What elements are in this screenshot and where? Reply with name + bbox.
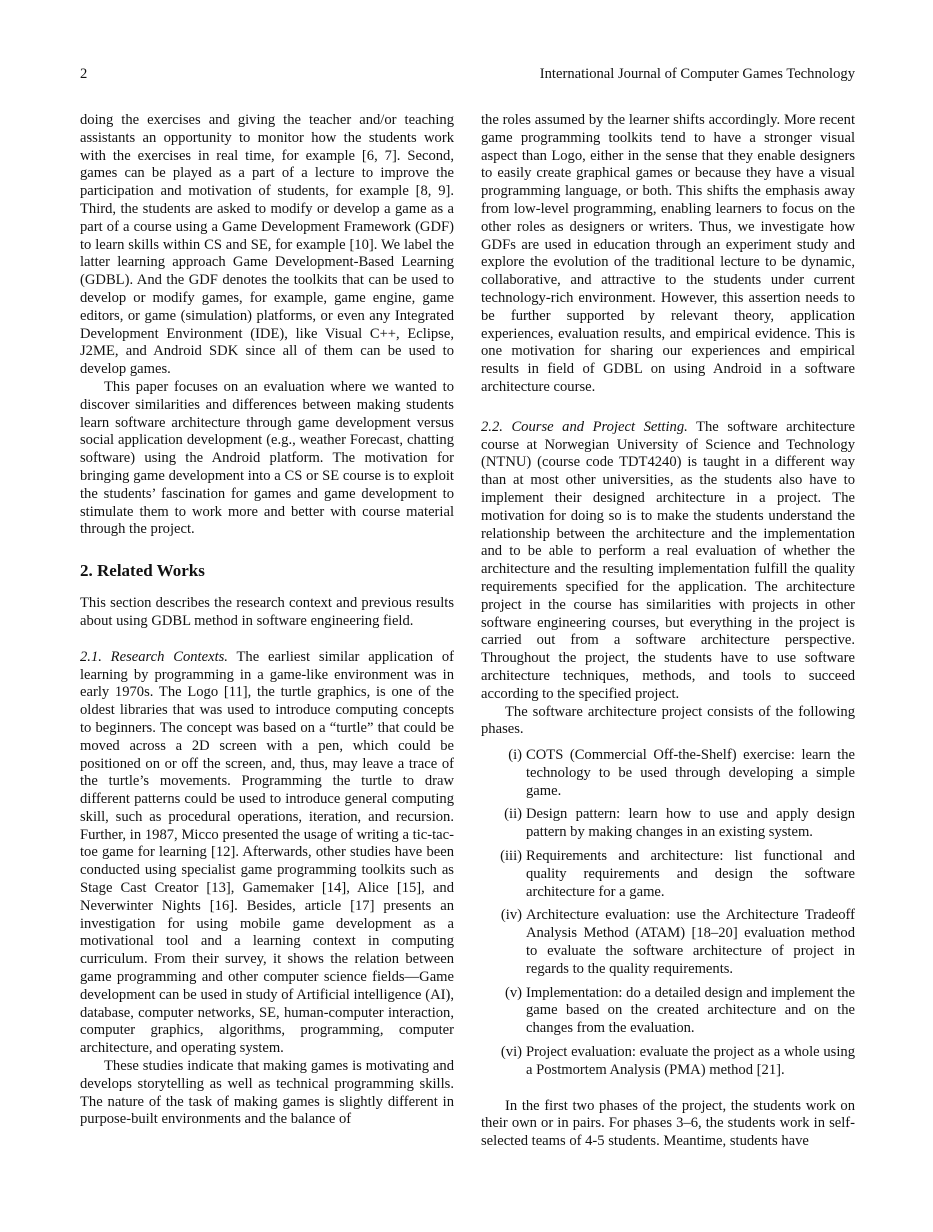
paragraph: the roles assumed by the learner shifts accordingly. More recent game programming toolkits tend to have a stronger visual aspect than Logo, either in the sense that they enable designers to easily create graphical games or because they have a visual programming language, or both. This shifts the emphasis away from low-level programming, enabling learners to focus on the other roles as designers or writers. Thus, we investigate how GDFs are used in education through an experiment study and explore the evolution of the traditional lecture to be dynamic, collaborative, and attractive to the students under current technology-rich environment. However, this assertion needs to be further supported by relevant theory, application experiences, evaluation results, and empirical evidence. This is one motivation for sharing our experiences and empirical results in field of GDBL on using Android in a software architecture course.: [481, 112, 855, 395]
list-text: COTS (Commercial Off-the-Shelf) exercise: learn the technology to be used through developing a simple game.: [526, 747, 855, 799]
list-text: Architecture evaluation: use the Architecture Tradeoff Analysis Method (ATAM) [18–20] evaluation method to evaluate the software architecture of project in regards to the quality requirements.: [526, 907, 855, 977]
list-number: (vi): [500, 1044, 522, 1061]
right-column: [481, 112, 855, 1151]
journal-title: International Journal of Computer Games Technology: [539, 66, 855, 82]
paragraph: This section describes the research context and previous results about using GDBL method in software engineering field.: [80, 595, 454, 629]
paragraph: These studies indicate that making games is motivating and develops storytelling as well as technical programming skills. The nature of the task of making games is slightly different in purpose-built environments and the balance of: [80, 1058, 454, 1128]
page-header: [80, 66, 855, 86]
paragraph-text: The earliest similar application of learning by programming in a game-like environment was in early 1970s. The Logo [11], the turtle graphics, is one of the oldest libraries that was used to introduce computing concepts to beginners. The concept was based on a “turtle” that could be moved across a 2D screen with a pen, which could be positioned on or off the screen, and, thus, may leave a trace of the turtle’s movements. Programming the turtle to draw different patterns could be used to introduce general computing skill, such as procedural operations, iteration, and recursion. Further, in 1987, Micco presented the usage of writing a tic-tac-toe game for learning [12]. Afterwards, other studies have been conducted using specialist game programming toolkits such as Stage Cast Creator [13], Gamemaker [14], Alice [15], and Neverwinter Nights [16]. Besides, article [17] presents an investigation for using mobile game development as a motivational tool and a learning context in computing curriculum. From their survey, it shows the relation between game programming and other computer science fields—Game development can be used in study of Artificial intelligence (AI), database, computer networks, SE, human-computer interaction, computer graphics, algorithms, programming, computer architecture, and operating system.: [80, 648, 454, 1057]
left-column: [80, 112, 454, 1129]
list-item: [481, 907, 855, 978]
list-item: [481, 1044, 855, 1080]
list-number: (ii): [504, 806, 522, 823]
list-text: Requirements and architecture: list functional and quality requirements and design the software architecture for a game.: [526, 848, 855, 900]
section-heading: 2. Related Works: [80, 561, 205, 581]
list-number: (iv): [500, 907, 522, 924]
paragraph: [80, 649, 454, 1058]
list-text: Design pattern: learn how to use and apply design pattern by making changes in an existing system.: [526, 806, 855, 841]
paragraph: This paper focuses on an evaluation where we wanted to discover similarities and differences between making students learn software architecture through game development versus social application development (e.g., weather Forecast, chatting software) using the Android platform. The motivation for bringing game development into a CS or SE course is to exploit the students’ fascination for games and game development to stimulate them to work more and better with course material through the project.: [80, 378, 454, 538]
paragraph: In the first two phases of the project, the students work on their own or in pairs. For phases 3–6, the students work in self-selected teams of 4-5 students. Meantime, students have: [481, 1097, 855, 1150]
paragraph-text: The software architecture course at Norwegian University of Science and Technology (NTNU) (course code TDT4240) is taught in a different way than at most other universities, as the students also have to implement their designed architecture in a project. The motivation for doing so is to make the students understand the relationship between the architecture and the implementation and to be able to perform a real evaluation of whether the architecture and the resulting implementation fulfill the quality requirements specified for the application. The architecture project in the course has similarities with projects in other software engineering courses, but everything in the project is carried out from a software architecture perspective. Throughout the project, the students have to use software architecture techniques, methods, and tools to succeed according to the specified project.: [481, 418, 855, 702]
list-number: (i): [508, 747, 522, 764]
paragraph: doing the exercises and giving the teacher and/or teaching assistants an opportunity to monitor how the students work with the exercises in real time, for example [6, 7]. Second, games can be played as a part of a lecture to improve the participation and motivation of students, for example [8, 9]. Third, the students are asked to modify or develop a game as a part of a course using a Game Development Framework (GDF) to learn skills within CS and SE, for example [10]. We label the latter learning approach Game Development-Based Learning (GDBL). And the GDF denotes the toolkits that can be used to develop or modify games, for example, game engine, game editors, or game (simulation) platforms, or even any Integrated Development Environment (IDE), like Visual C++, Eclipse, J2ME, and Android SDK since all of them can be used to develop games.: [80, 112, 454, 378]
phase-list: [481, 747, 855, 1080]
subsection-heading: 2.1. Research Contexts.: [80, 648, 228, 665]
paragraph: [481, 419, 855, 704]
list-text: Project evaluation: evaluate the project as a whole using a Postmortem Analysis (PMA) method [21].: [526, 1044, 855, 1078]
page-number: 2: [80, 66, 88, 82]
list-text: Implementation: do a detailed design and implement the game based on the created architecture and on the changes from the evaluation.: [526, 984, 855, 1037]
paragraph: The software architecture project consists of the following phases.: [481, 703, 855, 738]
list-number: (iii): [500, 848, 522, 865]
list-item: [481, 985, 855, 1038]
list-number: (v): [504, 984, 522, 1001]
list-item: [481, 848, 855, 901]
subsection-heading: 2.2. Course and Project Setting.: [481, 418, 688, 435]
list-item: [481, 747, 855, 800]
list-item: [481, 806, 855, 842]
